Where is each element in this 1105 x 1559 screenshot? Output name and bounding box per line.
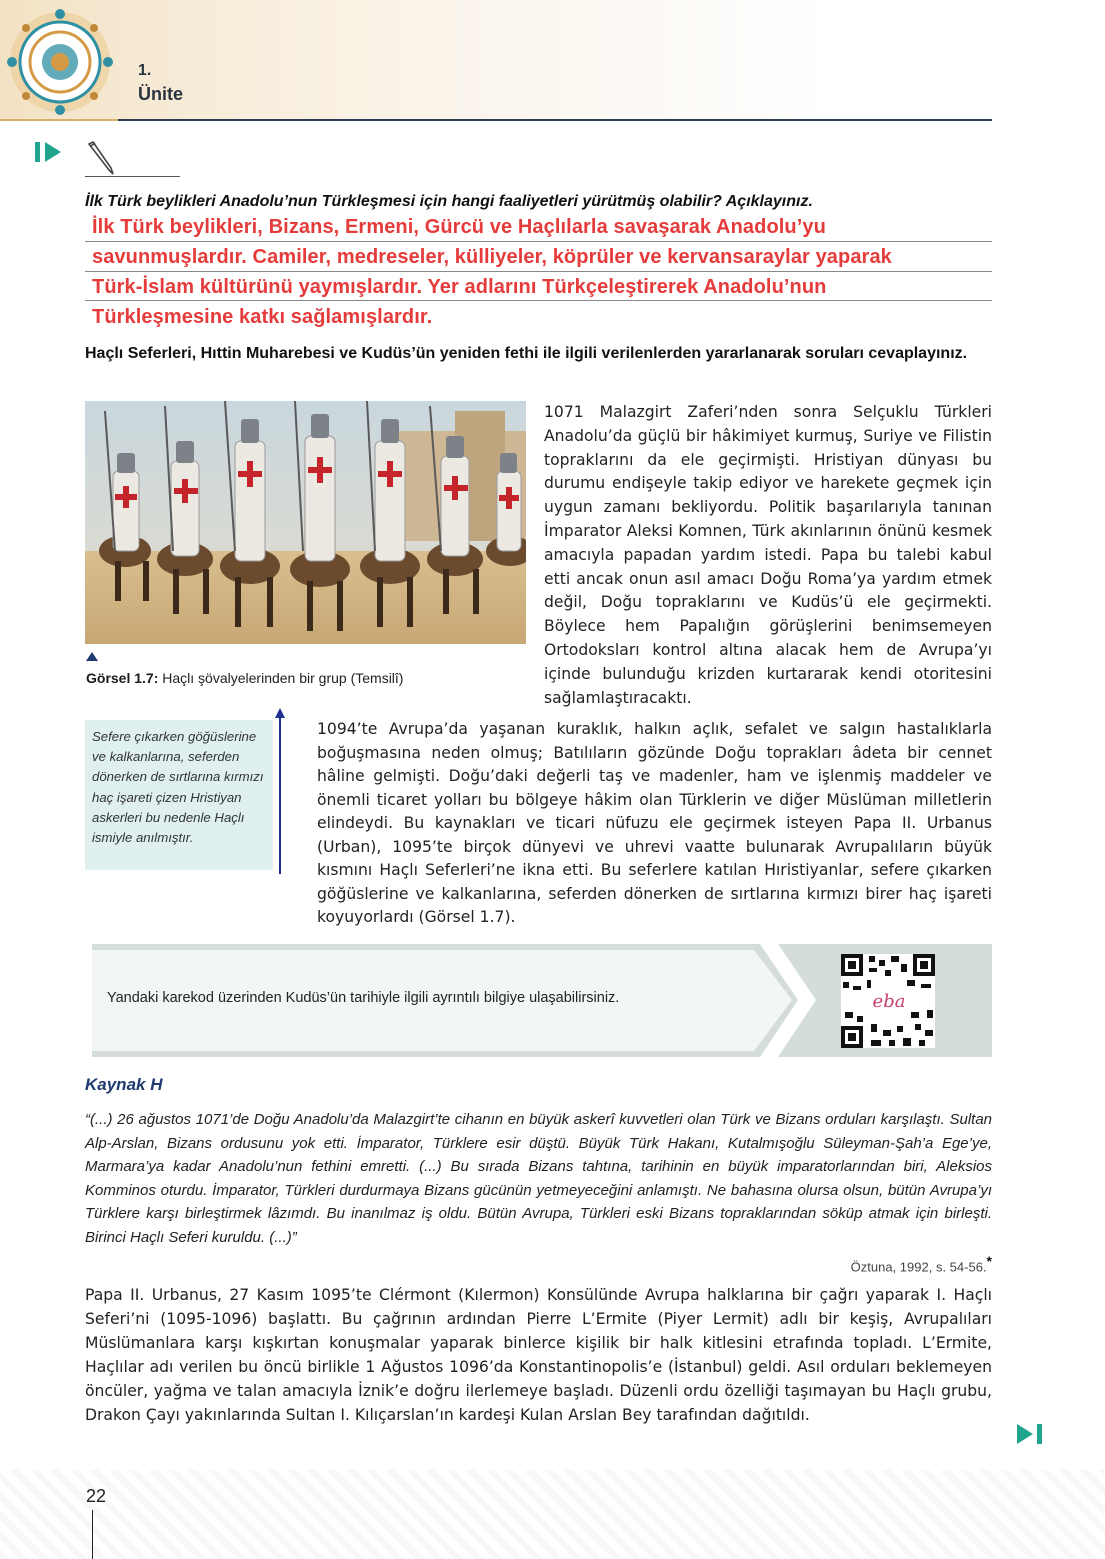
answer-line-text: savunmuşlardır. Camiler, medreseler, külliyeler, köprüler ve kervansaraylar yaparak [92, 246, 892, 268]
unit-name: Ünite [138, 84, 183, 104]
header-divider-gold [0, 119, 118, 121]
source-citation [851, 1253, 992, 1274]
qr-info-text: Yandaki karekod üzerinden Kudüs’ün tarihiyle ilgili ayrıntılı bilgiye ulaşabilirsiniz. [107, 990, 620, 1006]
writing-line [85, 176, 180, 177]
answer-line-text: Türk-İslam kültürünü yaymışlardır. Yer adlarını Türkçeleştirerek Anadolu’nun [92, 276, 827, 298]
arrow-up-icon [275, 708, 285, 874]
qr-code-icon[interactable] [841, 954, 935, 1048]
section-start-icon [35, 140, 63, 164]
activity-question: İlk Türk beylikleri Anadolu’nun Türkleşmesi için hangi faaliyetleri yürütmüş olabilir? Açıklayınız. [85, 193, 813, 210]
answer-line [85, 241, 992, 242]
page-number: 22 [86, 1486, 107, 1506]
unit-number: 1. [138, 62, 152, 79]
figure-label: Görsel 1.7: [86, 670, 159, 686]
footer-pattern [0, 1470, 1105, 1559]
answer-line-text: Türkleşmesine katkı sağlamışlardır. [92, 306, 433, 328]
eba-logo-text: eba [872, 991, 906, 1012]
header-divider [118, 119, 992, 121]
side-note-text: Sefere çıkarken göğüslerine ve kalkanlarına, seferden dönerken de sırtlarına kırmızı haç işareti çizen Hristiyan askerleri bu nedenle Haçlı ismiyle anılmıştır. [92, 729, 264, 846]
crusader-knights-illustration [85, 401, 526, 644]
instruction-text: Haçlı Seferleri, Hıttin Muharebesi ve Kudüs’ün yeniden fethi ile ilgili verilenlerden yararlanarak soruları cevaplayınız. [85, 345, 968, 362]
answer-line [85, 300, 992, 301]
page-number-rule [92, 1510, 93, 1559]
caption-marker-icon [86, 652, 98, 661]
citation-text: Öztuna, 1992, s. 54-56. [850, 1259, 987, 1275]
source-title: Kaynak H [85, 1075, 163, 1094]
figure-caption [86, 670, 403, 686]
figure-caption-text: Haçlı şövalyelerinden bir grup (Temsilî) [162, 670, 404, 686]
paragraph-2: 1094’te Avrupa’da yaşanan kuraklık, halkın açlık, sefalet ve salgın hastalıklarla boğuşmasına neden olmuş; Batılıların gözünde Doğu toprakları âdeta bir cennet hâline gelmişti. Doğu’daki değerli taş ve madenler, ham ve işlenmiş maddeler ve önemli ticaret yolları bu bölgeye hâkim olan Türklerin ve diğer Müslüman milletlerin elindeydi. Bu kaynakları ve ticari nüfuzu ele geçirmek isteyen Papa II. Urbanus (Urban), 1095’te birçok dünyevi ve uhrevi vaatte bulunarak Avrupalıların büyük kısmını Haçlı Seferleri’ne ikna etti. Bu seferlere katılan Hıristiyanlar, sefere çıkarken göğüslerine ve kalkanlarına, seferden dönerken de sırtlarına kırmızı birer haç işareti koyuyorlardı (Görsel 1.7). [317, 720, 992, 926]
answer-line-text: İlk Türk beylikleri, Bizans, Ermeni, Gürcü ve Haçlılarla savaşarak Anadolu’yu [92, 216, 826, 238]
pencil-icon [85, 140, 125, 176]
source-quote: “(...) 26 ağustos 1071’de Doğu Anadolu’da Malazgirt’te cihanın en büyük askerî kuvvetleri olan Türk ve Bizans orduları karşılaştı. Sultan Alp-Arslan, Bizans ordusunu yok etti. İmparator, Türklere esir düştü. Büyük Türk Hakanı, Kutalmışoğlu Süleyman-Şah’a Ege’ye, Marmara’ya kadar Anadolu’nun fethini emretti. (...) Bu sırada Bizans tahtına, tarihinin en büyük imparatorlarından biri, Aleksios Komminos oturdu. İmparator, Türkleri durdurmaya Bizans gücünün yetmeyeceğini anlamıştı. Ne bahasına olursa olsun, bütün Avrupa’yı Türklere karşı birleştirmek lâzımdı. Bu inanılmaz iş oldu. Bütün Avrupa, Türkleri eski Bizans topraklarından söküp atmak için birleşti. Birinci Haçlı Seferi kuruldu. (...)” [85, 1111, 992, 1246]
section-end-icon [1015, 1422, 1045, 1446]
paragraph-1: 1071 Malazgirt Zaferi’nden sonra Selçuklu Türkleri Anadolu’da güçlü bir hâkimiyet kurmuş, Suriye ve Filistin topraklarını da ele geçirmişti. Hristiyan dünyası bu durumu endişeyle takip ediyor ve harekete geçmek için uygun zamanı bekliyordu. Politik başarılarıyla tanınan İmparator Aleksi Komnen, Türk akınlarının önünü kesmek amacıyla papadan yardım istedi. Papa bu talebi kabul etti ancak onun asıl amacı Doğu Roma’ya yardım etmek değil, Doğu topraklarını ve Kudüs’ü ele geçirmekti. Böylece hem Papalığın görüşlerini benimsemeyen Ortodoksları kontrol altına alacak hem de Avrupa’yı içinde bulunduğu krizden kurtararak kendi otoritesini sağlamlaştıracaktı. [544, 403, 992, 707]
paragraph-3: Papa II. Urbanus, 27 Kasım 1095’te Clérmont (Kılermon) Konsülünde Avrupa halklarına bir çağrı yaparak I. Haçlı Seferi’ni (1095-1096) başlattı. Bu çağrının ardından Pierre L’Ermite (Piyer Lermit) adlı bir keşiş, Avrupalıları Müslümanlara karşı kışkırtan konuşmalar yaparak binlerce kişilik bir halk kitlesini etrafında topladı. L’Ermite, Haçlılar adı verilen bu öncü birlikle 1 Ağustos 1096’da Konstantinopolis’e (İstanbul) geldi. Asıl orduları beklemeyen öncüler, yağma ve talan amacıyla İznik’e doğru ilerlemeye başladı. Düzenli ordu özelliği taşımayan bu Haçlı grubu, Drakon Çayı yakınlarında Sultan I. Kılıçarslan’ın kardeşi Kulan Arslan Bey tarafından dağıtıldı. [85, 1286, 992, 1424]
ornament-medallion-icon [4, 6, 116, 118]
citation-mark: * [986, 1253, 992, 1269]
answer-line [85, 271, 992, 272]
